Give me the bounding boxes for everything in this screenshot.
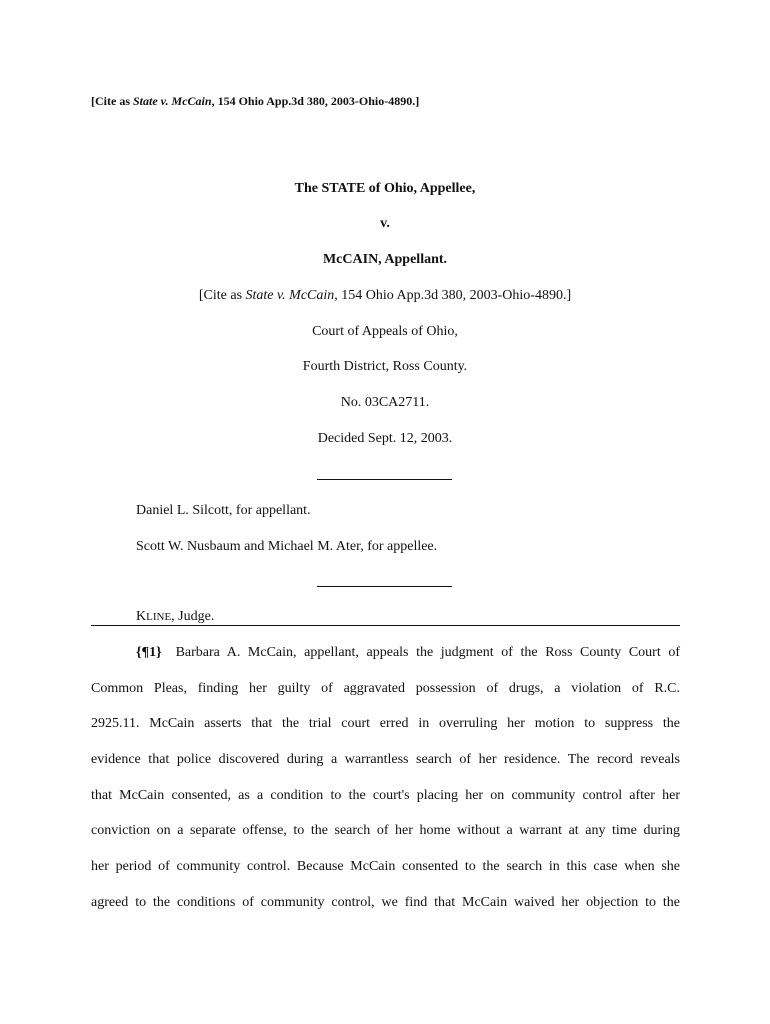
judge-name (136, 609, 214, 625)
caption-cite-suffix: , 154 Ohio App.3d 380, 2003-Ohio-4890.] (334, 288, 572, 303)
decision-date: Decided Sept. 12, 2003. (317, 431, 453, 446)
paragraph-line: her period of community control. Because McCain consented to the search in this case when she (91, 859, 680, 874)
paragraph-number: {¶1} (136, 645, 162, 660)
court-name: Court of Appeals of Ohio, (312, 324, 458, 339)
caption-cite-case-name: State v. McCain (245, 288, 335, 303)
paragraph-line: Common Pleas, finding her guilty of aggravated possession of drugs, a violation of R.C. (91, 681, 680, 696)
caption-appellee: The STATE of Ohio, Appellee, (294, 181, 476, 196)
caption-citation (0, 288, 770, 304)
header-cite-case-name: State v. McCain (133, 94, 212, 108)
paragraph-line: conviction on a separate offense, to the search of her home without a warrant at any time during (91, 823, 680, 838)
paragraph-line: that McCain consented, as a condition to the court's placing her on community control after her (91, 788, 680, 803)
judge-name-rest: LINE (146, 611, 172, 623)
paragraph-line: agreed to the conditions of community control, we find that McCain waived her objection to the (91, 895, 680, 910)
judge-line (91, 609, 680, 626)
judge-suffix: , Judge. (171, 609, 215, 624)
header-cite-suffix: , 154 Ohio App.3d 380, 2003-Ohio-4890.] (211, 94, 420, 108)
paragraph-line-text: Barbara A. McCain, appellant, appeals the judgment of the Ross County Court of (175, 645, 680, 660)
paragraph-line: evidence that police discovered during a warrantless search of her residence. The record reveals (91, 752, 680, 767)
caption-cite-prefix: [Cite as (198, 288, 246, 303)
court-district: Fourth District, Ross County. (302, 359, 468, 374)
header-cite-prefix: [Cite as (91, 94, 133, 108)
caption-appellant: McCAIN, Appellant. (322, 252, 448, 267)
separator-rule (317, 586, 452, 587)
caption-versus: v. (380, 216, 390, 231)
separator-rule (317, 479, 452, 480)
counsel-appellant: Daniel L. Silcott, for appellant. (136, 503, 311, 518)
paragraph-line: 2925.11. McCain asserts that the trial court erred in overruling her motion to suppress the (91, 716, 680, 731)
docket-number: No. 03CA2711. (340, 395, 430, 410)
counsel-appellee: Scott W. Nusbaum and Michael M. Ater, for appellee. (136, 539, 438, 554)
judge-initial: K (136, 609, 147, 624)
header-citation (91, 94, 419, 109)
paragraph-line (136, 645, 680, 661)
